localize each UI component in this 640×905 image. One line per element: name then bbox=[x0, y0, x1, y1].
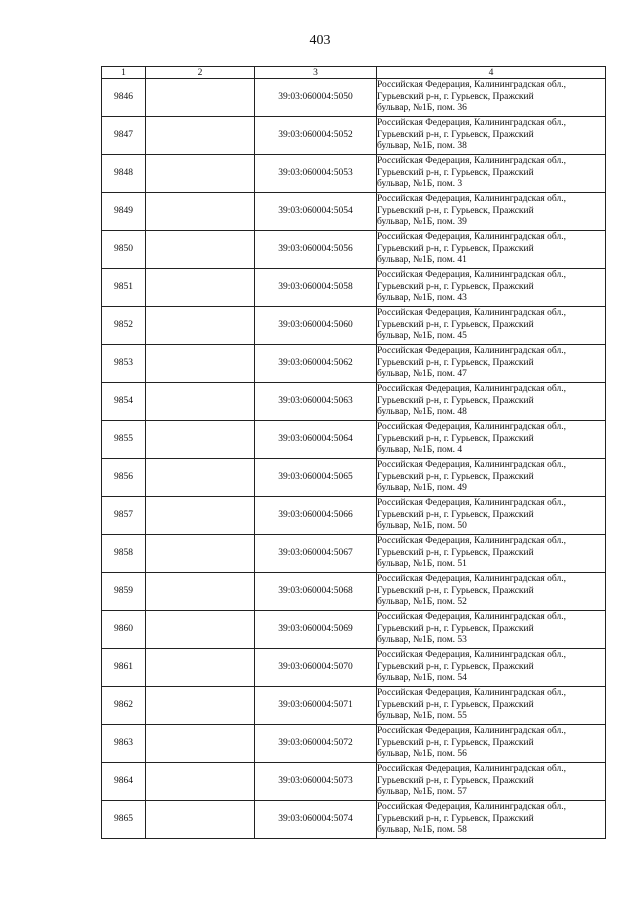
address-line: Российская Федерация, Калининградская обл., bbox=[377, 308, 566, 319]
address-line: Российская Федерация, Калининградская обл., bbox=[377, 498, 566, 509]
address-cell bbox=[377, 535, 606, 573]
row-col2-cell bbox=[146, 307, 255, 345]
cadastral-number-cell: 39:03:060004:5052 bbox=[255, 117, 377, 155]
address-line: Гурьевский р-н, г. Гурьевск, Пражский bbox=[377, 433, 534, 444]
row-number-cell: 9854 bbox=[102, 383, 146, 421]
table-row bbox=[102, 79, 606, 117]
address-line: Гурьевский р-н, г. Гурьевск, Пражский bbox=[377, 623, 534, 634]
row-number-cell: 9862 bbox=[102, 687, 146, 725]
address-line: Российская Федерация, Калининградская обл., bbox=[377, 80, 566, 91]
registry-table bbox=[101, 66, 606, 839]
cadastral-number-cell: 39:03:060004:5073 bbox=[255, 763, 377, 801]
address-line: Российская Федерация, Калининградская обл., bbox=[377, 612, 566, 623]
table-body bbox=[102, 79, 606, 839]
table-row bbox=[102, 725, 606, 763]
page-number: 403 bbox=[309, 33, 331, 48]
column-header-2: 2 bbox=[146, 67, 255, 79]
cadastral-number-cell: 39:03:060004:5074 bbox=[255, 801, 377, 839]
row-number-cell: 9865 bbox=[102, 801, 146, 839]
table-row bbox=[102, 611, 606, 649]
cadastral-number-cell: 39:03:060004:5062 bbox=[255, 345, 377, 383]
cadastral-number-cell: 39:03:060004:5053 bbox=[255, 155, 377, 193]
row-col2-cell bbox=[146, 649, 255, 687]
row-col2-cell bbox=[146, 383, 255, 421]
address-line: бульвар, №1Б, пом. 4 bbox=[377, 445, 463, 456]
row-col2-cell bbox=[146, 687, 255, 725]
row-col2-cell bbox=[146, 459, 255, 497]
address-cell bbox=[377, 763, 606, 801]
cadastral-number-cell: 39:03:060004:5067 bbox=[255, 535, 377, 573]
address-line: бульвар, №1Б, пом. 47 bbox=[377, 369, 467, 380]
address-line: Гурьевский р-н, г. Гурьевск, Пражский bbox=[377, 395, 534, 406]
address-line: Гурьевский р-н, г. Гурьевск, Пражский bbox=[377, 471, 534, 482]
row-col2-cell bbox=[146, 421, 255, 459]
address-cell bbox=[377, 611, 606, 649]
row-number-cell: 9858 bbox=[102, 535, 146, 573]
cadastral-number-cell: 39:03:060004:5050 bbox=[255, 79, 377, 117]
row-col2-cell bbox=[146, 231, 255, 269]
address-line: бульвар, №1Б, пом. 51 bbox=[377, 559, 467, 570]
address-cell bbox=[377, 573, 606, 611]
address-line: бульвар, №1Б, пом. 54 bbox=[377, 673, 467, 684]
address-line: Российская Федерация, Калининградская обл., bbox=[377, 650, 566, 661]
cadastral-number-cell: 39:03:060004:5072 bbox=[255, 725, 377, 763]
address-line: Гурьевский р-н, г. Гурьевск, Пражский bbox=[377, 813, 534, 824]
row-number-cell: 9849 bbox=[102, 193, 146, 231]
address-line: Гурьевский р-н, г. Гурьевск, Пражский bbox=[377, 661, 534, 672]
table-row bbox=[102, 421, 606, 459]
row-col2-cell bbox=[146, 155, 255, 193]
address-line: бульвар, №1Б, пом. 53 bbox=[377, 635, 467, 646]
row-number-cell: 9848 bbox=[102, 155, 146, 193]
address-line: Гурьевский р-н, г. Гурьевск, Пражский bbox=[377, 243, 534, 254]
address-line: Российская Федерация, Калининградская обл., bbox=[377, 764, 566, 775]
address-line: Российская Федерация, Калининградская обл., bbox=[377, 422, 566, 433]
address-line: бульвар, №1Б, пом. 41 bbox=[377, 255, 467, 266]
cadastral-number-cell: 39:03:060004:5069 bbox=[255, 611, 377, 649]
address-line: Гурьевский р-н, г. Гурьевск, Пражский bbox=[377, 775, 534, 786]
table-row bbox=[102, 459, 606, 497]
table-row bbox=[102, 383, 606, 421]
address-line: бульвар, №1Б, пом. 52 bbox=[377, 597, 467, 608]
address-cell bbox=[377, 307, 606, 345]
table-row bbox=[102, 307, 606, 345]
address-line: бульвар, №1Б, пом. 36 bbox=[377, 103, 467, 114]
row-number-cell: 9863 bbox=[102, 725, 146, 763]
column-header-4: 4 bbox=[377, 67, 606, 79]
table-row bbox=[102, 573, 606, 611]
address-cell bbox=[377, 345, 606, 383]
address-line: Российская Федерация, Калининградская обл., bbox=[377, 460, 566, 471]
row-col2-cell bbox=[146, 117, 255, 155]
address-line: Гурьевский р-н, г. Гурьевск, Пражский bbox=[377, 585, 534, 596]
address-line: бульвар, №1Б, пом. 43 bbox=[377, 293, 467, 304]
row-number-cell: 9846 bbox=[102, 79, 146, 117]
address-cell bbox=[377, 687, 606, 725]
cadastral-number-cell: 39:03:060004:5064 bbox=[255, 421, 377, 459]
address-line: бульвар, №1Б, пом. 55 bbox=[377, 711, 467, 722]
address-line: Российская Федерация, Калининградская обл., bbox=[377, 802, 566, 813]
row-number-cell: 9855 bbox=[102, 421, 146, 459]
row-number-cell: 9856 bbox=[102, 459, 146, 497]
address-line: бульвар, №1Б, пом. 39 bbox=[377, 217, 467, 228]
row-number-cell: 9859 bbox=[102, 573, 146, 611]
address-cell bbox=[377, 497, 606, 535]
row-number-cell: 9864 bbox=[102, 763, 146, 801]
address-line: Российская Федерация, Калининградская обл., bbox=[377, 118, 566, 129]
address-cell bbox=[377, 193, 606, 231]
row-col2-cell bbox=[146, 193, 255, 231]
address-line: Российская Федерация, Калининградская обл., bbox=[377, 574, 566, 585]
row-number-cell: 9857 bbox=[102, 497, 146, 535]
address-line: Гурьевский р-н, г. Гурьевск, Пражский bbox=[377, 547, 534, 558]
row-col2-cell bbox=[146, 763, 255, 801]
address-cell bbox=[377, 117, 606, 155]
address-cell bbox=[377, 725, 606, 763]
address-cell bbox=[377, 155, 606, 193]
row-number-cell: 9861 bbox=[102, 649, 146, 687]
address-line: бульвар, №1Б, пом. 3 bbox=[377, 179, 463, 190]
address-line: бульвар, №1Б, пом. 38 bbox=[377, 141, 467, 152]
address-line: Гурьевский р-н, г. Гурьевск, Пражский bbox=[377, 205, 534, 216]
row-number-cell: 9853 bbox=[102, 345, 146, 383]
address-line: Гурьевский р-н, г. Гурьевск, Пражский bbox=[377, 357, 534, 368]
address-cell bbox=[377, 459, 606, 497]
table-row bbox=[102, 497, 606, 535]
row-col2-cell bbox=[146, 79, 255, 117]
row-number-cell: 9860 bbox=[102, 611, 146, 649]
cadastral-number-cell: 39:03:060004:5060 bbox=[255, 307, 377, 345]
cadastral-number-cell: 39:03:060004:5071 bbox=[255, 687, 377, 725]
address-line: Гурьевский р-н, г. Гурьевск, Пражский bbox=[377, 91, 534, 102]
address-line: бульвар, №1Б, пом. 48 bbox=[377, 407, 467, 418]
address-line: бульвар, №1Б, пом. 49 bbox=[377, 483, 467, 494]
address-line: бульвар, №1Б, пом. 58 bbox=[377, 825, 467, 836]
cadastral-number-cell: 39:03:060004:5056 bbox=[255, 231, 377, 269]
row-col2-cell bbox=[146, 497, 255, 535]
row-number-cell: 9847 bbox=[102, 117, 146, 155]
address-line: Российская Федерация, Калининградская обл., bbox=[377, 346, 566, 357]
cadastral-number-cell: 39:03:060004:5070 bbox=[255, 649, 377, 687]
address-cell bbox=[377, 231, 606, 269]
address-line: бульвар, №1Б, пом. 57 bbox=[377, 787, 467, 798]
table-row bbox=[102, 231, 606, 269]
address-line: Гурьевский р-н, г. Гурьевск, Пражский bbox=[377, 281, 534, 292]
address-line: бульвар, №1Б, пом. 50 bbox=[377, 521, 467, 532]
address-cell bbox=[377, 649, 606, 687]
address-line: Гурьевский р-н, г. Гурьевск, Пражский bbox=[377, 699, 534, 710]
row-number-cell: 9851 bbox=[102, 269, 146, 307]
cadastral-number-cell: 39:03:060004:5065 bbox=[255, 459, 377, 497]
table-row bbox=[102, 649, 606, 687]
row-number-cell: 9850 bbox=[102, 231, 146, 269]
cadastral-number-cell: 39:03:060004:5066 bbox=[255, 497, 377, 535]
address-line: бульвар, №1Б, пом. 45 bbox=[377, 331, 467, 342]
address-cell bbox=[377, 801, 606, 839]
address-line: Российская Федерация, Калининградская обл., bbox=[377, 194, 566, 205]
row-col2-cell bbox=[146, 535, 255, 573]
address-line: Российская Федерация, Калининградская обл., bbox=[377, 536, 566, 547]
cadastral-number-cell: 39:03:060004:5063 bbox=[255, 383, 377, 421]
column-header-3: 3 bbox=[255, 67, 377, 79]
table-row bbox=[102, 535, 606, 573]
address-line: Российская Федерация, Калининградская обл., bbox=[377, 726, 566, 737]
address-line: Российская Федерация, Калининградская обл., bbox=[377, 688, 566, 699]
address-line: Российская Федерация, Калининградская обл., bbox=[377, 384, 566, 395]
address-line: Гурьевский р-н, г. Гурьевск, Пражский bbox=[377, 509, 534, 520]
address-line: Российская Федерация, Калининградская обл., bbox=[377, 156, 566, 167]
address-line: Российская Федерация, Калининградская обл., bbox=[377, 232, 566, 243]
row-col2-cell bbox=[146, 801, 255, 839]
row-col2-cell bbox=[146, 611, 255, 649]
row-col2-cell bbox=[146, 269, 255, 307]
address-line: Российская Федерация, Калининградская обл., bbox=[377, 270, 566, 281]
table-row bbox=[102, 155, 606, 193]
cadastral-number-cell: 39:03:060004:5068 bbox=[255, 573, 377, 611]
row-col2-cell bbox=[146, 725, 255, 763]
column-header-1: 1 bbox=[102, 67, 146, 79]
row-col2-cell bbox=[146, 573, 255, 611]
address-cell bbox=[377, 79, 606, 117]
table-row bbox=[102, 193, 606, 231]
address-line: Гурьевский р-н, г. Гурьевск, Пражский bbox=[377, 737, 534, 748]
cadastral-number-cell: 39:03:060004:5058 bbox=[255, 269, 377, 307]
table-row bbox=[102, 801, 606, 839]
address-cell bbox=[377, 269, 606, 307]
table-row bbox=[102, 117, 606, 155]
address-line: Гурьевский р-н, г. Гурьевск, Пражский bbox=[377, 129, 534, 140]
row-col2-cell bbox=[146, 345, 255, 383]
table-row bbox=[102, 687, 606, 725]
cadastral-number-cell: 39:03:060004:5054 bbox=[255, 193, 377, 231]
row-number-cell: 9852 bbox=[102, 307, 146, 345]
table-header bbox=[102, 67, 606, 79]
address-cell bbox=[377, 383, 606, 421]
table-row bbox=[102, 763, 606, 801]
address-cell bbox=[377, 421, 606, 459]
table-row bbox=[102, 269, 606, 307]
header-row bbox=[102, 67, 606, 79]
address-line: бульвар, №1Б, пом. 56 bbox=[377, 749, 467, 760]
table-row bbox=[102, 345, 606, 383]
address-line: Гурьевский р-н, г. Гурьевск, Пражский bbox=[377, 167, 534, 178]
address-line: Гурьевский р-н, г. Гурьевск, Пражский bbox=[377, 319, 534, 330]
